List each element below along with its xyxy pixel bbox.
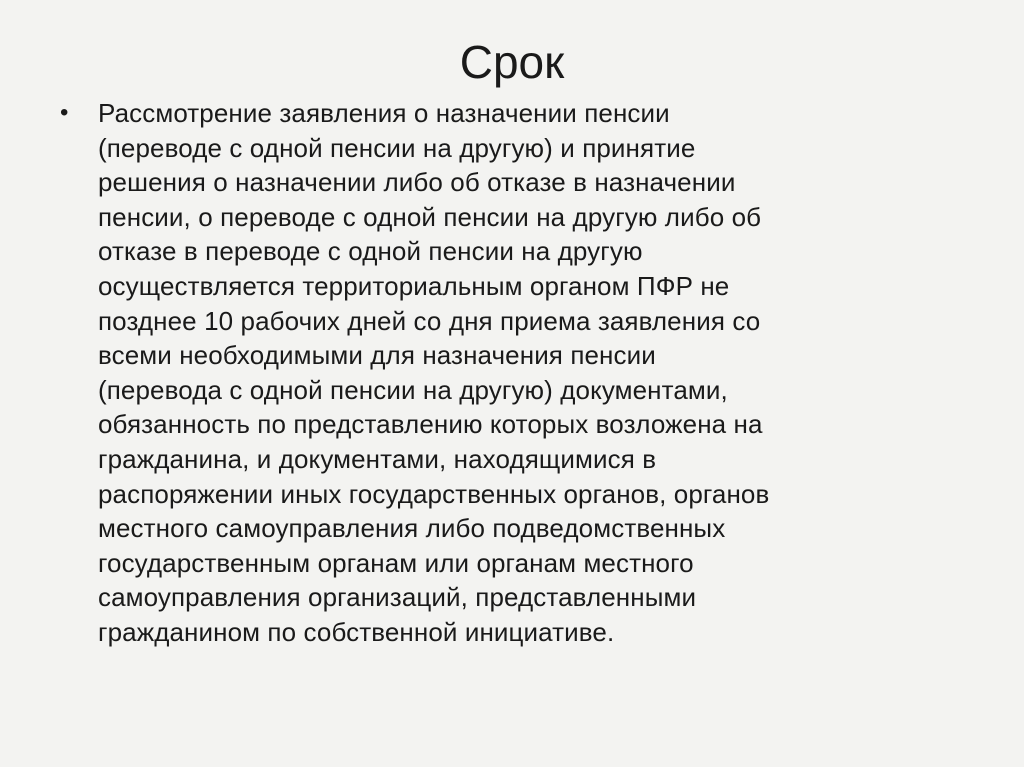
slide-title: Срок xyxy=(459,36,565,88)
bullet-item xyxy=(60,96,950,650)
bullet-icon: • xyxy=(60,99,69,126)
bullet-text: Рассмотрение заявления о назначении пенсии (переводе с одной пенсии на другую) и принятие решения о назначении либо об отказе в назначении пенсии, о переводе с одной пенсии на другую либо об отказе в переводе с одной пенсии на другую осуществляется территориальным органом ПФР не позднее 10 рабочих дней со дня приема заявления со всеми необходимыми для назначения пенсии (перевода с одной пенсии на другую) документами, обязанность по представлению которых возложена на гражданина, и документами, находящимися в распоряжении иных государственных органов, органов местного самоуправления либо подведомственных государственным органам или органам местного самоуправления организаций, представленными гражданином по собственной инициативе. xyxy=(98,98,770,647)
bullet-list xyxy=(60,96,950,650)
